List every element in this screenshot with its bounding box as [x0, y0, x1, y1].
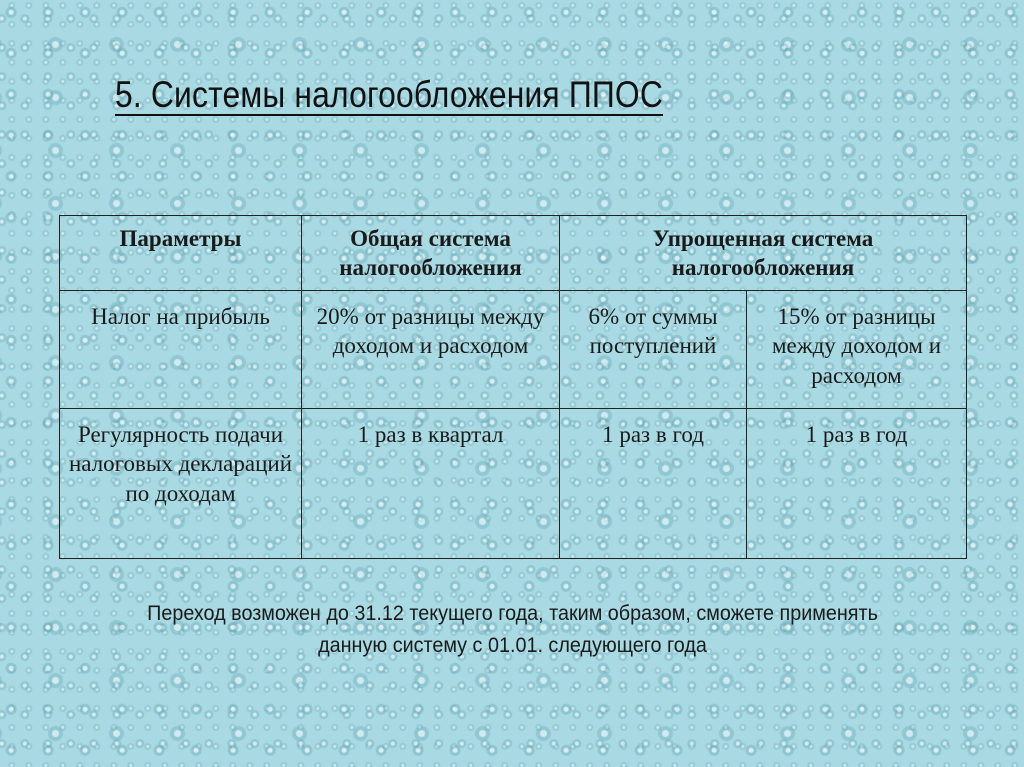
header-parameters: Параметры: [60, 216, 302, 291]
row-parameter-cell: Регулярность подачи налоговых деклараций по доходам: [60, 409, 302, 559]
row-simplified-b-cell: 1 раз в год: [747, 409, 967, 559]
row-simplified-a-cell: 1 раз в год: [560, 409, 747, 559]
footer-line-1: Переход возможен до 31.12 текущего года, таким образом, сможете применять: [147, 601, 878, 625]
table-row: [60, 409, 967, 559]
row-general-cell: 20% от разницы между доходом и расходом: [302, 291, 560, 409]
footer-line-2: данную систему с 01.01. следующего года: [318, 633, 707, 658]
table-row: [60, 291, 967, 409]
header-general-system: Общая система налогообложения: [302, 216, 560, 291]
table-header-row: [60, 216, 967, 291]
row-simplified-a-cell: 6% от суммы поступлений: [560, 291, 747, 409]
row-parameter-cell: Налог на прибыль: [60, 291, 302, 409]
footer-note: [96, 597, 929, 662]
slide-title: 5. Системы налогообложения ППОС: [115, 74, 664, 115]
header-simplified-system: Упрощенная система налогообложения: [560, 216, 967, 291]
row-simplified-b-cell: 15% от разницы между доходом и расходом: [747, 291, 967, 409]
tax-systems-table: [59, 215, 967, 559]
row-general-cell: 1 раз в квартал: [302, 409, 560, 559]
